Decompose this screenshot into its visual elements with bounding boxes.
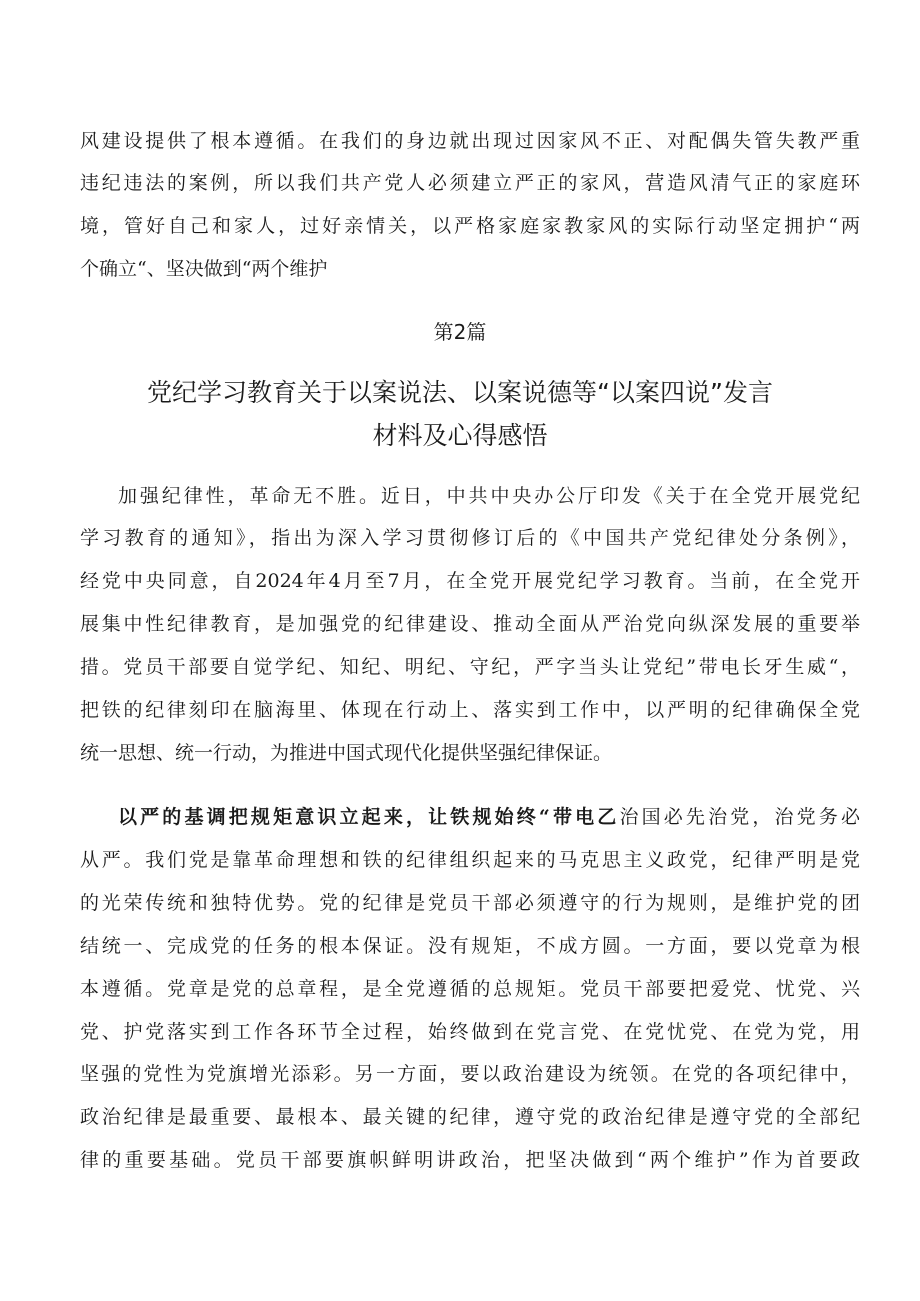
text-line: 个确立“、坚决做到“两个维护	[80, 258, 328, 280]
text-line: 律的重要基础。党员干部要旗帜鲜明讲政治，把坚决做到“两个维护”作为首要政	[80, 1149, 860, 1171]
text-line-lead	[118, 805, 860, 829]
heading-line-1: 党纪学习教育关于以案说法、以案说德等“以案四说”发言	[147, 378, 773, 407]
text-line: 从严。我们党是靠革命理想和铁的纪律组织起来的马克思主义政党，纪律严明是党	[80, 849, 860, 871]
text-line: 把铁的纪律刻印在脑海里、体现在行动上、落实到工作中，以严明的纪律确保全党	[80, 699, 860, 721]
text-line: 结统一、完成党的任务的根本保证。没有规矩，不成方圆。一方面，要以党章为根	[80, 935, 860, 957]
text-line: 学习教育的通知》，指出为深入学习贯彻修订后的《中国共产党纪律处分条例》，	[80, 527, 860, 549]
text-line: 加强纪律性，革命无不胜。近日，中共中央办公厅印发《关于在全党开展党纪	[118, 485, 860, 507]
text-line: 境，管好自己和家人，过好亲情关，以严格家庭家教家风的实际行动坚定拥护“两	[80, 215, 860, 237]
text-line: 的光荣传统和独特优势。党的纪律是党员干部必须遵守的行为规则，是维护党的团	[80, 892, 860, 914]
bold-lead-text: 以严的基调把规矩意识立起来，让铁规始终“带电乙	[118, 806, 620, 828]
text-line: 统一思想、统一行动，为推进中国式现代化提供坚强纪律保证。	[80, 742, 613, 764]
text-line: 本遵循。党章是党的总章程，是全党遵循的总规矩。党员干部要把爱党、忧党、兴	[80, 978, 860, 1000]
text-line: 经党中央同意，自2024年4月至7月，在全党开展党纪学习教育。当前，在全党开	[80, 570, 860, 592]
text-line: 党、护党落实到工作各环节全过程，始终做到在党言党、在党忧党、在党为党，用	[80, 1021, 860, 1043]
text-line: 坚强的党性为党旗增光添彩。另一方面，要以政治建设为统领。在党的各项纪律中，	[80, 1063, 860, 1085]
text-line: 展集中性纪律教育，是加强党的纪律建设、推动全面从严治党向纵深发展的重要举	[80, 613, 860, 635]
text-line: 违纪违法的案例，所以我们共产党人必须建立严正的家风，营造风清气正的家庭环	[80, 172, 860, 194]
section-label: 第2篇	[433, 320, 487, 344]
text-line: 措。党员干部要自觉学纪、知纪、明纪、守纪，严字当头让党纪”带电长牙生威“，	[80, 656, 860, 678]
heading-line-2: 材料及心得感悟	[372, 421, 548, 450]
lead-rest-text: 治国必先治党，治党务必	[619, 806, 860, 828]
text-line: 风建设提供了根本遵循。在我们的身边就出现过因家风不正、对配偶失管失教严重	[80, 130, 860, 152]
text-line: 政治纪律是最重要、最根本、最关键的纪律，遵守党的政治纪律是遵守党的全部纪	[80, 1106, 860, 1128]
